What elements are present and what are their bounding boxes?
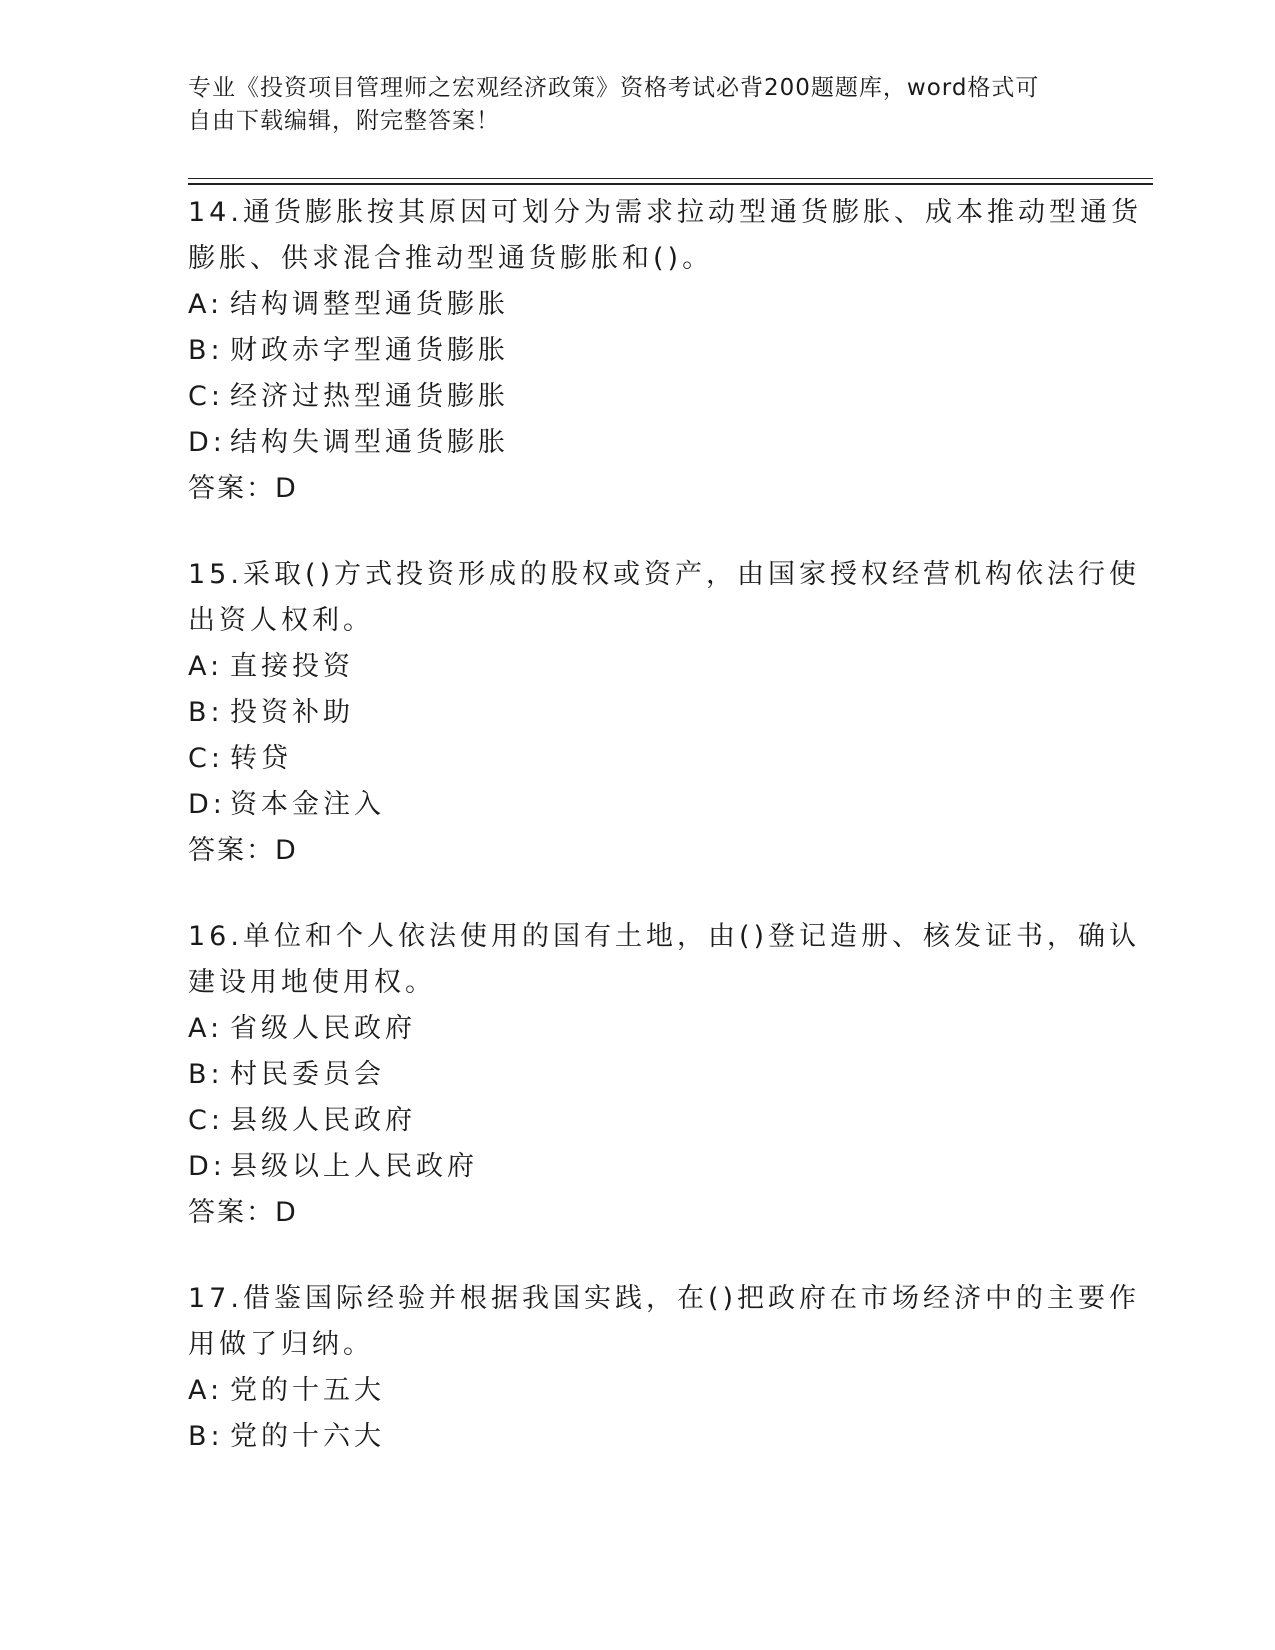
header-divider-thick <box>188 183 1153 185</box>
option-letter: B: <box>188 335 224 366</box>
option-text: 资本金注入 <box>230 789 385 820</box>
option-c <box>188 374 1088 420</box>
option-letter: A: <box>188 651 224 682</box>
option-letter: D: <box>188 789 226 820</box>
question-stem-line-1: 15.采取()方式投资形成的股权或资产，由国家授权经营机构依法行使 <box>188 559 1141 590</box>
document-header <box>188 72 1068 138</box>
option-letter: A: <box>188 1013 224 1044</box>
option-c <box>188 736 1088 782</box>
option-letter: C: <box>188 743 224 774</box>
option-d <box>188 782 1088 828</box>
option-text: 党的十五大 <box>230 1375 385 1406</box>
question-16 <box>188 914 1141 1236</box>
option-letter: D: <box>188 427 226 458</box>
option-letter: C: <box>188 381 224 412</box>
option-text: 结构失调型通货膨胀 <box>230 427 509 458</box>
option-letter: A: <box>188 289 224 320</box>
question-list <box>188 190 1142 1500</box>
option-text: 投资补助 <box>230 697 354 728</box>
option-letter: B: <box>188 1421 224 1452</box>
option-letter: C: <box>188 1105 224 1136</box>
option-b <box>188 690 1088 736</box>
option-b <box>188 1052 1088 1098</box>
option-text: 直接投资 <box>230 651 354 682</box>
option-text: 经济过热型通货膨胀 <box>230 381 509 412</box>
header-line-1: 专业《投资项目管理师之宏观经济政策》资格考试必背200题题库，word格式可 <box>188 75 1040 101</box>
question-15 <box>188 552 1141 874</box>
option-b <box>188 1414 1088 1460</box>
answer-text: 答案：D <box>188 1197 298 1228</box>
option-letter: A: <box>188 1375 224 1406</box>
question-stem-line-2: 膨胀、供求混合推动型通货膨胀和()。 <box>188 243 714 274</box>
option-text: 党的十六大 <box>230 1421 385 1452</box>
header-divider-thin <box>188 178 1153 179</box>
option-c <box>188 1098 1088 1144</box>
answer-text: 答案：D <box>188 835 298 866</box>
question-stem-line-1: 14.通货膨胀按其原因可划分为需求拉动型通货膨胀、成本推动型通货 <box>188 197 1142 228</box>
option-letter: B: <box>188 697 224 728</box>
question-14 <box>188 190 1142 512</box>
option-d <box>188 1144 1088 1190</box>
option-text: 县级以上人民政府 <box>230 1151 478 1182</box>
header-line-2: 自由下载编辑，附完整答案！ <box>188 108 500 134</box>
option-letter: B: <box>188 1059 224 1090</box>
question-17 <box>188 1276 1141 1460</box>
question-stem-line-1: 16.单位和个人依法使用的国有土地，由()登记造册、核发证书，确认 <box>188 921 1141 952</box>
option-a <box>188 644 1088 690</box>
question-stem-line-2: 建设用地使用权。 <box>188 967 436 998</box>
question-stem-line-2: 用做了归纳。 <box>188 1329 374 1360</box>
option-letter: D: <box>188 1151 226 1182</box>
option-text: 县级人民政府 <box>230 1105 416 1136</box>
option-b <box>188 328 1088 374</box>
option-text: 转贷 <box>230 743 292 774</box>
option-a <box>188 1368 1088 1414</box>
option-text: 省级人民政府 <box>230 1013 416 1044</box>
question-stem-line-1: 17.借鉴国际经验并根据我国实践，在()把政府在市场经济中的主要作 <box>188 1283 1141 1314</box>
option-a <box>188 282 1088 328</box>
option-text: 结构调整型通货膨胀 <box>230 289 509 320</box>
option-text: 财政赤字型通货膨胀 <box>230 335 509 366</box>
question-stem-line-2: 出资人权利。 <box>188 605 374 636</box>
option-a <box>188 1006 1088 1052</box>
option-text: 村民委员会 <box>230 1059 385 1090</box>
answer-text: 答案：D <box>188 473 298 504</box>
option-d <box>188 420 1088 466</box>
